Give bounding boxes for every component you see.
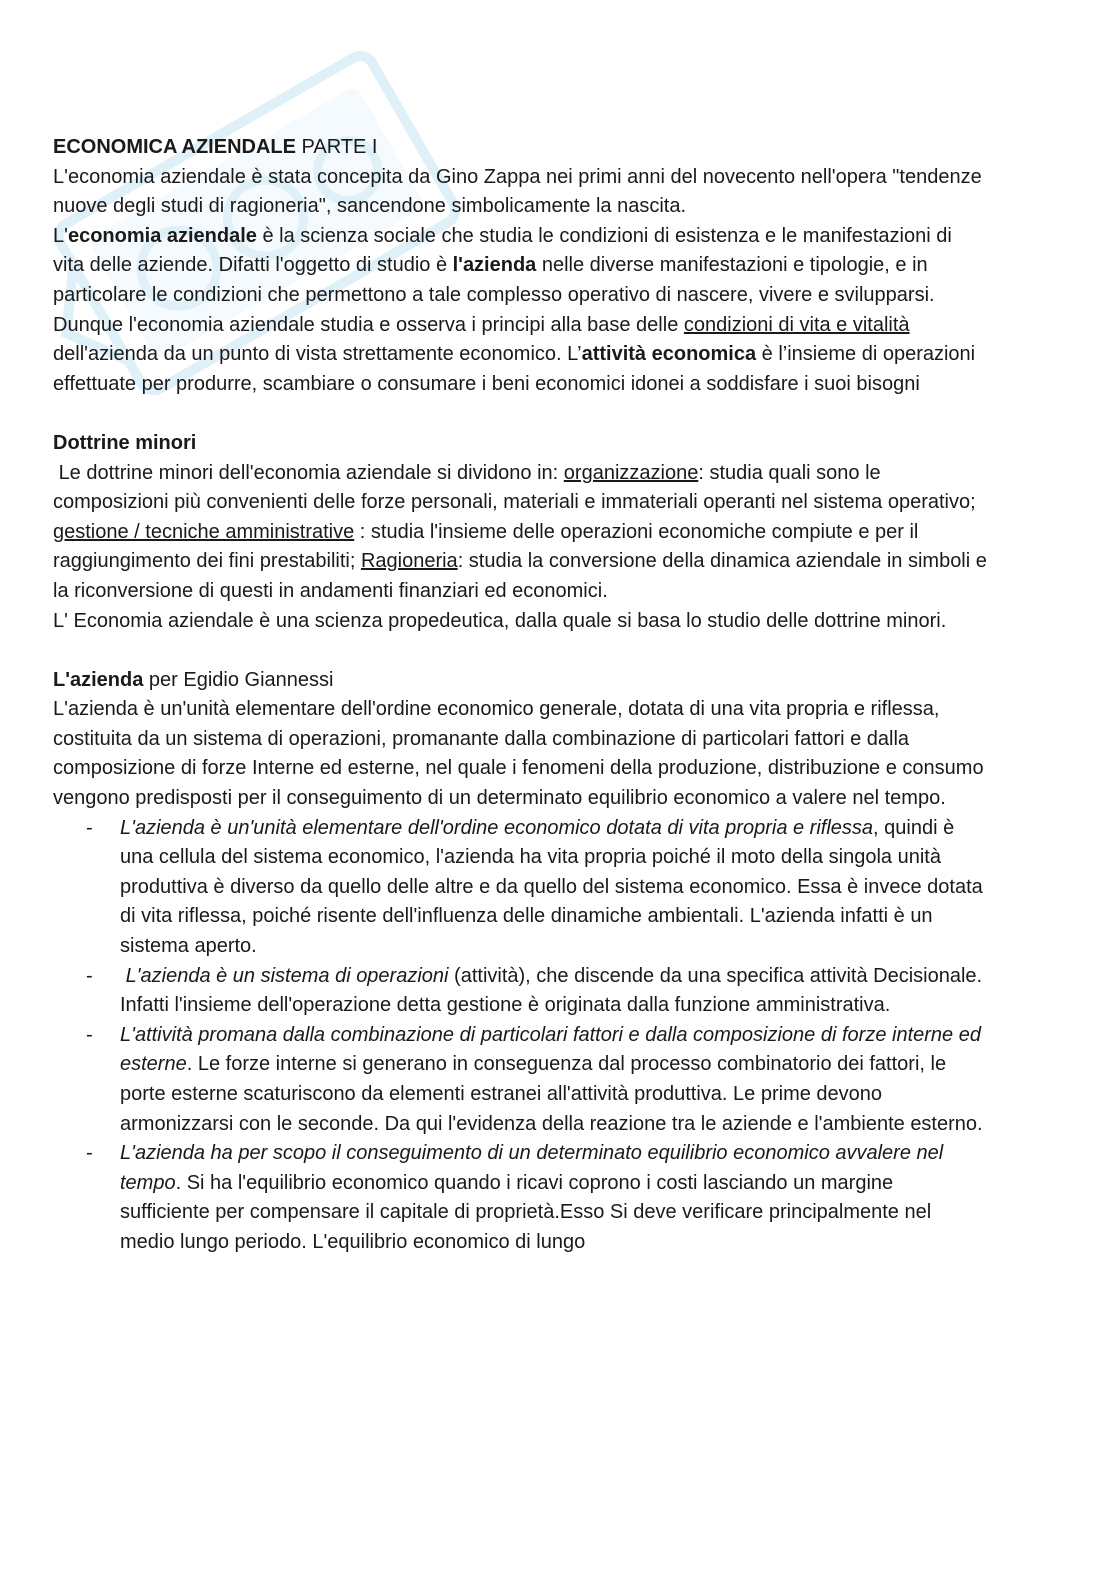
paragraph: L'economia aziendale è la scienza sociale che studia le condizioni di esistenza e le manifestazioni di vita delle aziende. Difatti l'oggetto di studio è l'azienda nelle diverse manifestazioni e tipologie, e in particolare le condizioni che permettono a tale complesso operativo di nascere, vivere e svilupparsi. Dunque l'economia aziendale studia e osserva i principi alla base delle condizioni di vita e vitalità dell'azienda da un punto di vista strettamente economico. L’attività economica è l’insieme di operazioni effettuate per produrre, scambiare o consumare i beni economici idonei a soddisfare i suoi bisogni	[53, 224, 976, 395]
bold-term: economia aziendale	[67, 224, 257, 247]
bold-term: attività economica	[581, 343, 757, 366]
section-title-azienda: L'azienda per Egidio Giannessi	[53, 668, 334, 691]
underlined-term: condizioni di vita e vitalità	[683, 313, 910, 336]
underlined-term: Ragioneria	[360, 550, 458, 573]
paragraph: Le dottrine minori dell'economia aziendale si dividono in: organizzazione: studia quali sono le composizioni più convenienti delle forze personali, materiali e immateriali operanti nel sistema operativo; gestione / tecniche amministrative : studia l'insieme delle operazioni economiche compiute e per il raggiungimento dei fini prestabiliti; Ragioneria: studia la conversione della dinamica aziendale in simboli e la riconversione di questi in andamenti finanziari ed economici.	[53, 461, 987, 602]
document-page	[53, 133, 988, 1258]
section-title-economia-aziendale	[53, 133, 988, 163]
underlined-term: organizzazione	[563, 461, 699, 484]
list-item: - L'azienda è un'unità elementare dell'ordine economico dotata di vita propria e riflessa, quindi è una cellula del sistema economico, l'azienda ha vita propria poiché il moto della singola unità produttiva è diverso da quello delle altre e da quello del sistema economico. Essa è invece dotata di vita riflessa, poiché risente dell'influenza delle dinamiche ambientali. L'azienda infatti è un sistema aperto.	[53, 814, 988, 962]
paragraph: L' Economia aziendale è una scienza propedeutica, dalla quale si basa lo studio delle dottrine minori.	[53, 609, 947, 632]
list-item: - L'azienda ha per scopo il conseguimento di un determinato equilibrio economico avvalere nel tempo. Si ha l'equilibrio economico quando i ricavi coprono i costi lasciando un margine sufficiente per compensare il capitale di proprietà.Esso Si deve verificare principalmente nel medio lungo periodo. L'equilibrio economico di lungo	[53, 1139, 988, 1257]
dash-bullet: -	[86, 964, 93, 987]
dash-bullet: -	[86, 816, 93, 839]
underlined-term: gestione / tecniche amministrative	[53, 520, 355, 543]
paragraph: L'azienda è un'unità elementare dell'ordine economico generale, dotata di una vita propria e riflessa, costituita da un sistema di operazioni, promanante dalla combinazione di particolari fattori e dalla composizione di forze Interne ed esterne, nel quale i fenomeni della produzione, distribuzione e consumo vengono predisposti per il conseguimento di un determinato equilibrio economico a valere nel tempo.	[53, 698, 984, 810]
title-rest-text: PARTE I	[295, 136, 378, 158]
dash-bullet: -	[86, 1142, 93, 1165]
title-bold-text: ECONOMICA AZIENDALE	[53, 136, 296, 158]
bold-term: l'azienda	[452, 254, 537, 277]
paragraph: L'economia aziendale è stata concepita da Gino Zappa nei primi anni del novecento nell'opera "tendenze nuove degli studi di ragioneria", sancendone simbolicamente la nascita.	[53, 165, 982, 218]
bullet-list	[53, 814, 988, 1258]
dash-bullet: -	[86, 1023, 93, 1046]
list-item: - L'azienda è un sistema di operazioni (attività), che discende da una specifica attività Decisionale. Infatti l'insieme dell'operazione detta gestione è originata dalla funzione amministrativa.	[53, 962, 988, 1021]
list-item: - L'attività promana dalla combinazione di particolari fattori e dalla composizione di forze interne ed esterne. Le forze interne si generano in conseguenza dal processo combinatorio dei fattori, le porte esterne scaturiscono da elementi estranei all'attività produttiva. Le prime devono armonizzarsi con le seconde. Da qui l'evidenza della reazione tra le aziende e l'ambiente esterno.	[53, 1021, 988, 1139]
section-title-dottrine-minori: Dottrine minori	[53, 431, 197, 454]
